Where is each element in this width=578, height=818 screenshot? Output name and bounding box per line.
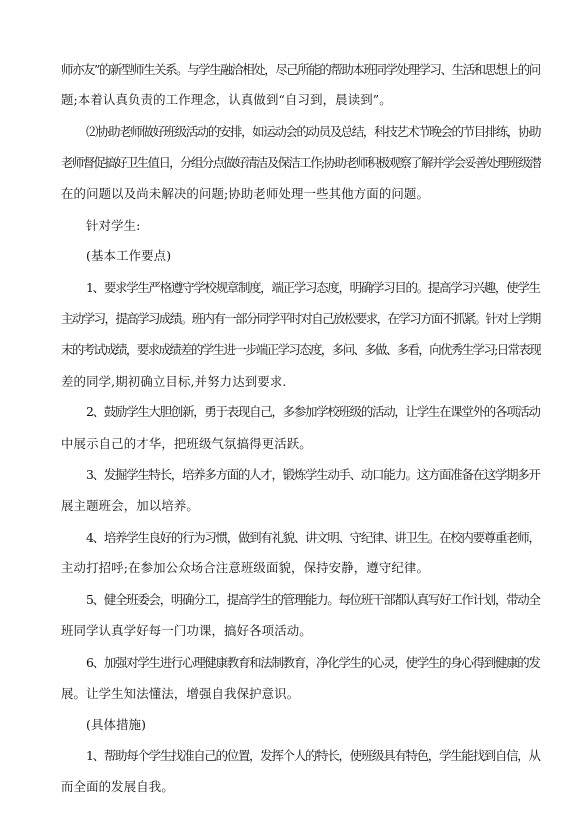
text-line: 4、培养学生良好的行为习惯，做到有礼貌、讲文明、守纪律、讲卫生。在校内要尊重老师， xyxy=(86,530,540,545)
text-line: ⑵协助老师做好班级活动的安排，如运动会的动员及总结，科技艺术节晚会的节目排练，协助 xyxy=(86,124,541,139)
text-line: 1、帮助每个学生找准自己的位置，发挥个人的特长，使班级具有特色，学生能找到自信，从 xyxy=(86,748,540,763)
text-line: 师亦友”的新型师生关系。与学生融洽相处，尽己所能的帮助本班同学处理学习、生活和思想上的问 xyxy=(61,62,540,77)
subsection-heading: (基本工作要点) xyxy=(86,248,172,263)
text-line: 差的同学,期初确立目标,并努力达到要求. xyxy=(61,374,287,389)
text-line: 在的问题以及尚未解决的问题;协助老师处理一些其他方面的问题。 xyxy=(61,186,430,201)
text-line: 题;本着认真负责的工作理念，认真做到“自习到，晨读到”。 xyxy=(61,92,392,107)
text-line: 1、要求学生严格遵守学校规章制度，端正学习态度，明确学习目的。提高学习兴趣，使学生 xyxy=(86,280,540,295)
text-line: 3、发掘学生特长，培养多方面的人才，锻炼学生动手、动口能力。这方面准备在这学期多开 xyxy=(86,467,540,482)
text-line: 老师督促搞好卫生值日，分组分点做好清洁及保洁工作;协助老师积极观察了解并学会妥善处理班级潜 xyxy=(61,155,541,170)
text-line: 展主题班会，加以培养。 xyxy=(61,498,199,513)
subsection-heading: (具体措施) xyxy=(86,717,147,732)
text-line: 而全面的发展自我。 xyxy=(61,779,174,794)
text-line: 主动学习，提高学习成绩。班内有一部分同学平时对自己放松要求，在学习方面不抓紧。针对上学期 xyxy=(61,311,540,326)
text-line: 末的考试成绩，要求成绩差的学生进一步端正学习态度，多问、多做、多看，向优秀生学习;日常表现 xyxy=(61,342,541,357)
text-line: 展。让学生知法懂法，增强自我保护意识。 xyxy=(61,686,300,701)
text-line: 主动打招呼;在参加公众场合注意班级面貌，保持安静，遵守纪律。 xyxy=(61,560,430,575)
text-line: 2、鼓励学生大胆创新，勇于表现自己，多参加学校班级的活动，让学生在课堂外的各项活动 xyxy=(86,404,540,419)
text-line: 6、加强对学生进行心理健康教育和法制教育，净化学生的心灵，使学生的身心得到健康的发 xyxy=(86,655,540,670)
section-heading: 针对学生: xyxy=(86,218,141,233)
text-line: 中展示自己的才华，把班级气氛搞得更活跃。 xyxy=(61,436,312,451)
text-line: 5、健全班委会，明确分工，提高学生的管理能力。每位班干部都认真写好工作计划，带动全 xyxy=(86,592,540,607)
text-line: 班同学认真学好每一门功课，搞好各项活动。 xyxy=(61,623,312,638)
